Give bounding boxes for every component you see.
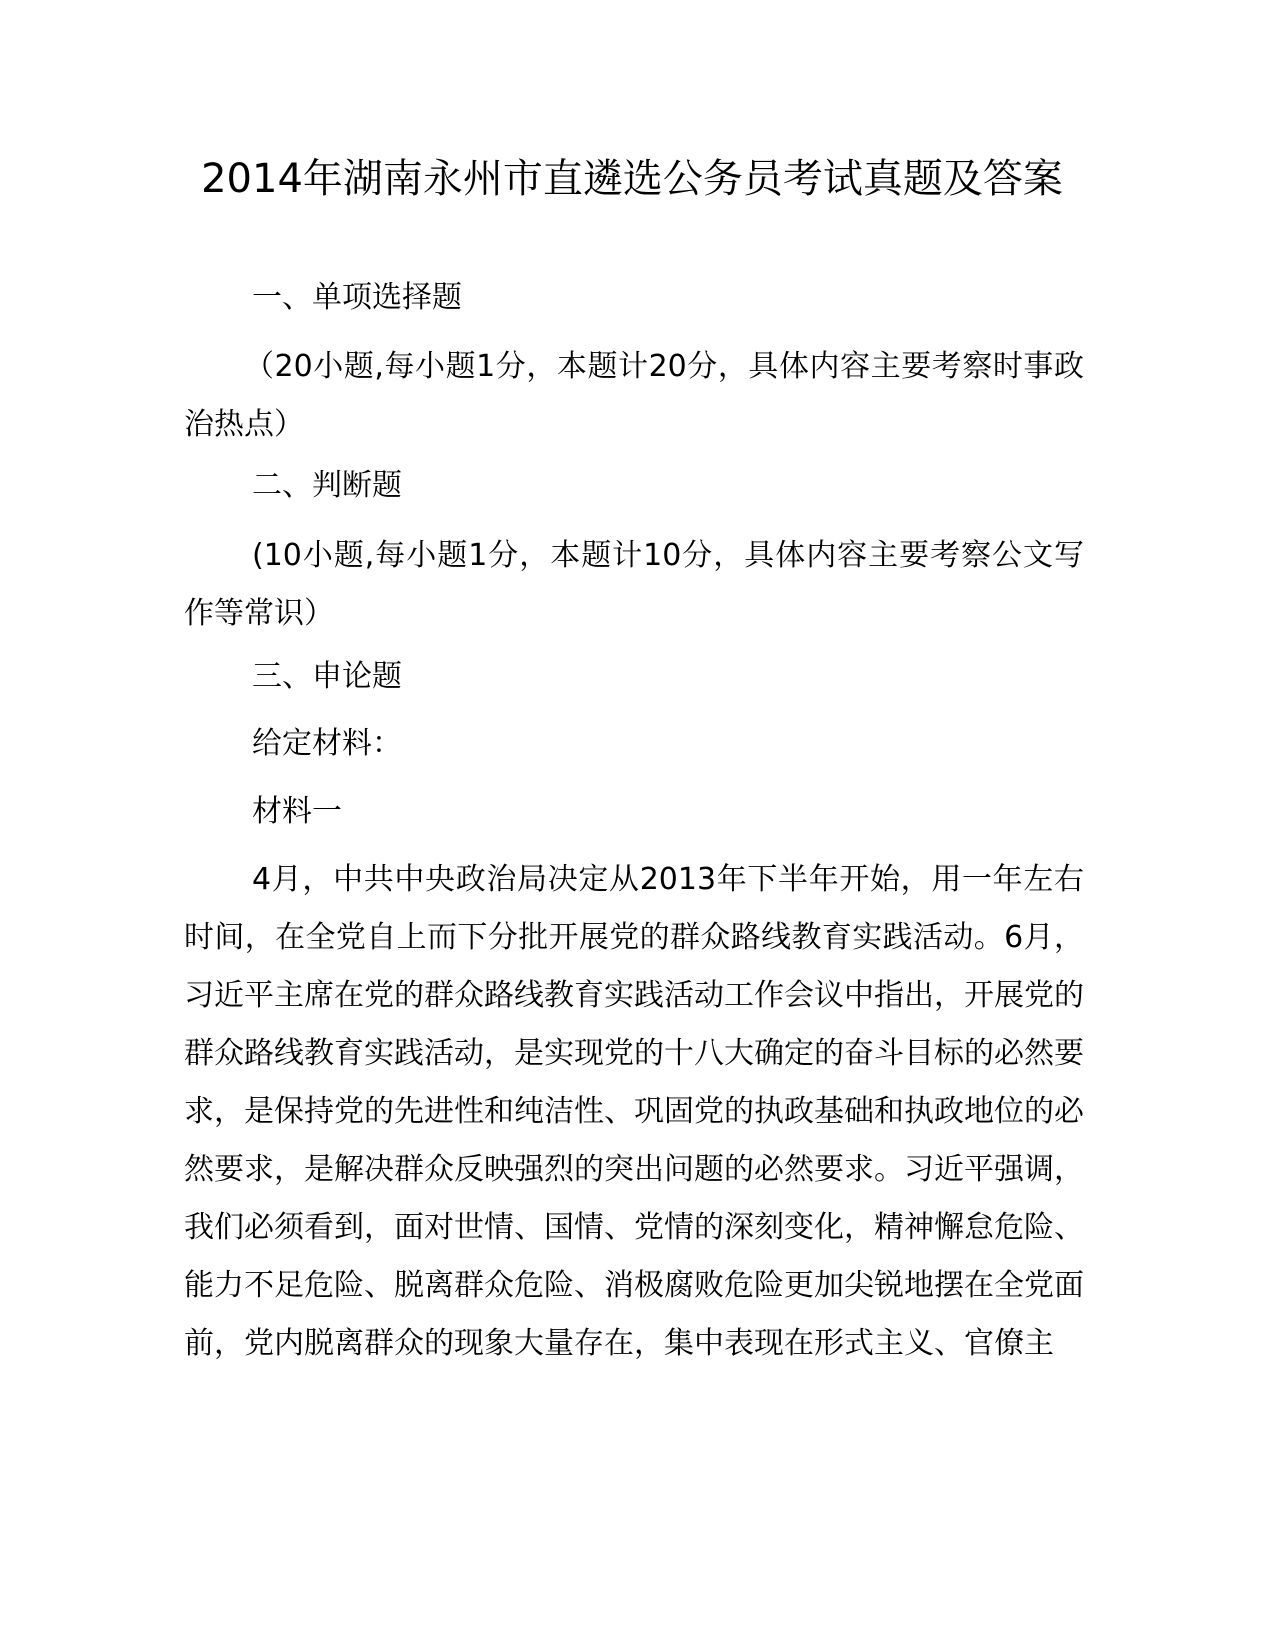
section-note-single-choice: （20小题,每小题1分，本题计20分，具体内容主要考察时事政治热点） [184,349,1084,442]
section-heading-true-false: 二、判断题 [252,468,402,503]
materials-label: 给定材料： [252,726,402,761]
material-one-text: 4月，中共中央政治局决定从2013年下半年开始，用一年左右时间，在全党自上而下分批开展党的群众路线教育实践活动。6月，习近平主席在党的群众路线教育实践活动工作会议中指出，开展党的群众路线教育实践活动，是实现党的十八大确定的奋斗目标的必然要求，是保持党的先进性和纯洁性、巩固党的执政基础和执政地位的必然要求，是解决群众反映强烈的突出问题的必然要求。习近平强调，我们必须看到，面对世情、国情、党情的深刻变化，精神懈怠危险、能力不足危险、脱离群众危险、消极腐败危险更加尖锐地摆在全党面前，党内脱离群众的现象大量存在，集中表现在形式主义、官僚主 [184,862,1084,1361]
section-heading-essay: 三、申论题 [252,659,402,694]
material-one-label: 材料一 [252,794,342,829]
document-title: 2014年湖南永州市直遴选公务员考试真题及答案 [201,156,1063,202]
section-note-true-false: (10小题,每小题1分，本题计10分，具体内容主要考察公文写作等常识） [184,538,1084,631]
section-heading-single-choice: 一、单项选择题 [252,280,462,315]
